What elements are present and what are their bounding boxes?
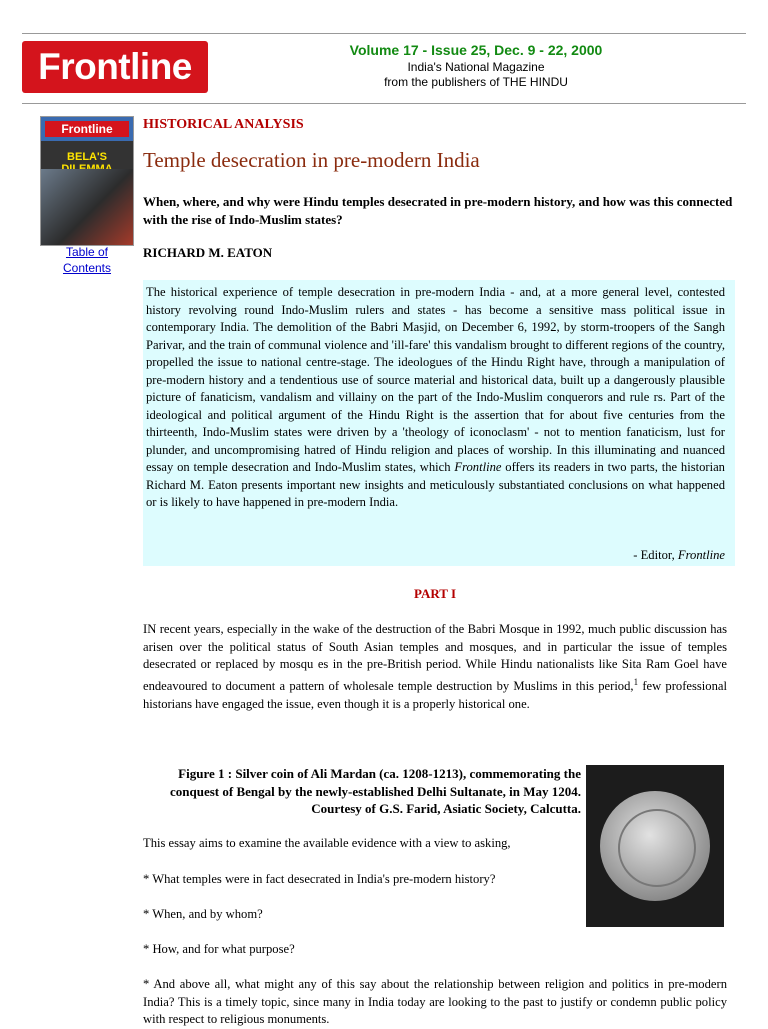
coin-image [586,765,724,927]
editor-intro-box [143,280,735,566]
editor-credit: - Editor, Frontline [633,548,725,562]
question-3: * How, and for what purpose? [143,942,295,956]
frontline-logo[interactable] [22,41,208,93]
intro-magazine-name: Frontline [454,460,502,474]
issue-cover-thumbnail[interactable] [40,116,134,246]
section-label: HISTORICAL ANALYSIS [143,117,304,132]
top-rule [22,33,746,34]
cover-photo [41,169,133,245]
aim-text: This essay aims to examine the available evidence with a view to asking, [143,836,511,850]
logo-text: Frontline [38,46,192,87]
paragraph-1: IN recent years, especially in the wake of the destruction of the Babri Mosque in 1992, much public discussion has arisen over the political status of South Asian temples and mosques, and in particular the issue of temples desecrated or replaced by mosqu es in the pre-British period. While Hindu nationalists like Sita Ram Goel have endeavoured to document a pattern of wholesale temple destruction by Muslims in this period,$^1$ few professional historians have engaged the issue, even though it is a properly historical one. [143,622,727,711]
article-deck: When, where, and why were Hindu temples desecrated in pre-modern history, and how was this connected with the rise of Indo-Muslim states? [143,194,733,227]
question-2: * When, and by whom? [143,907,263,921]
footnote-ref-1[interactable]: 1 [633,677,639,688]
toc-line-1: Table of [65,245,109,259]
editor-intro-text: The historical experience of temple desecration in pre-modern India - and, at a more general level, contested history revolving round Indo-Muslim rulers and states - has become a sensitive mass political issue in contemporary India. The demolition of the Babri Masjid, on December 6, 1992, by storm-troopers of the Sangh Parivar, and the train of communal violence and 'ill-fare' this vandalism brought to different regions of the country, propelled the issue to national centre-stage. The ideologues of the Hindu Right have, through a manipulation of pre-modern history and a tendentious use of source material and historical data, built up a dangerously plausible picture of fanaticism, vandalism and villainy on the part of the Indo-Muslim conquerors and rule rs. Part of the ideological and political argument of the Hindu Right is the assertion that for about five centuries from the thirteenth, Indo-Muslim states were driven by a 'theology of iconoclasm' - not to mention fanaticism, lust for plunder, and uncompromising hatred of Hindu religion and places of worship. In this illuminating and nuanced essay on temple desecration and Indo-Muslim states, which Frontline offers its readers in two parts, the historian Richard M. Eaton presents important new insights and meticulously substantiated conclusions on what happened or is likely to have happened in pre-modern India. [146,285,725,509]
cover-headline: BELA'S [67,151,107,163]
article-title: Temple desecration in pre-modern India [143,148,480,172]
issue-volume: Volume 17 - Issue 25, Dec. 9 - 22, 2000 [349,42,603,58]
cover-logo: Frontline [45,121,129,137]
part-heading: PART I [413,586,457,601]
silver-coin [600,791,710,901]
question-1: * What temples were in fact desecrated in India's pre-modern history? [143,872,496,886]
figure-caption: Figure 1 : Silver coin of Ali Mardan (ca. 1208-1213), commemorating the conquest of Bengal by the newly-established Delhi Sultanate, in May 1204. Courtesy of G.S. Farid, Asiatic Society, Calcutta. [170,766,581,816]
magazine-tagline: India's National Magazine [407,60,545,74]
header-rule [22,103,746,104]
question-4: * And above all, what might any of this say about the relationship between religion and politics in pre-modern India? This is a timely topic, since many in India today are looking to the past to justify or condemn public policy with respect to religious monuments. [143,977,727,1027]
author-byline: RICHARD M. EATON [143,245,273,260]
table-of-contents-link[interactable] [48,244,126,276]
toc-line-2: Contents [62,261,112,275]
publisher-line: from the publishers of THE HINDU [384,75,568,89]
